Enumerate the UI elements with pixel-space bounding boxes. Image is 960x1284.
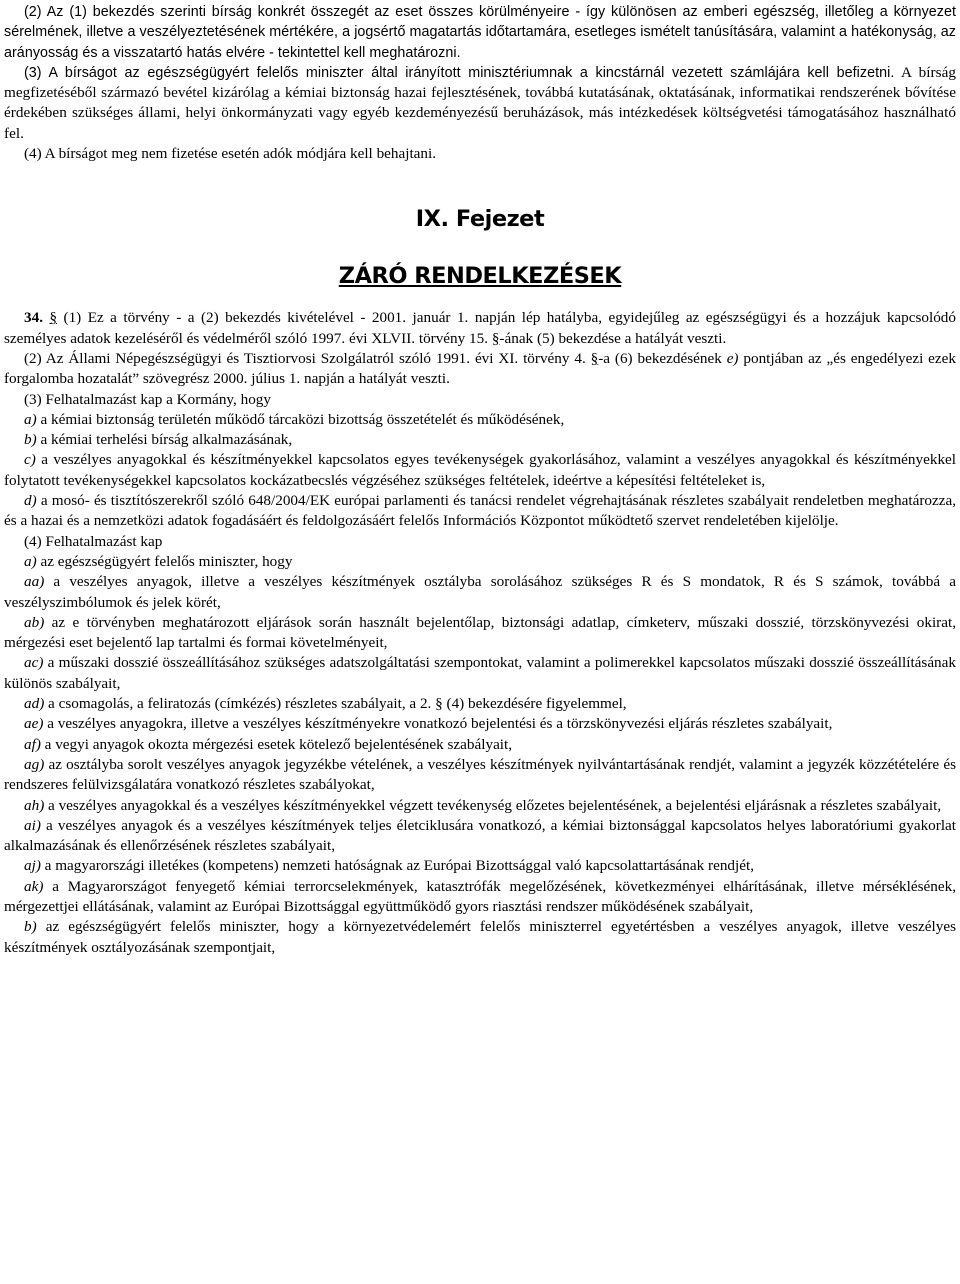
article-34-paragraph-1	[4, 308, 956, 349]
gov-item-a	[4, 410, 956, 430]
item-label: aj)	[24, 857, 41, 875]
item-text: a Magyarországot fenyegető kémiai terrorcselekmények, katasztrófák megelőzésének, következményei elhárításának, illetve mérséklésének, mérgezettjei ellátásának, valamint az Európai Bizottsággal együttműködő gyors riasztási rendszer működésének szabályait,	[4, 877, 956, 915]
item-text: a kémiai terhelési bírság alkalmazásának,	[36, 431, 293, 449]
item-text: a veszélyes anyagokkal és készítményekkel kapcsolatos egyes tevékenységek gyakorlásához, valamint a veszélyes anyagokkal és készítményekkel folytatott tevékenységekkel kapcsolatos kockázatbecslés végzéséhez szükséges feltételek, ideértve a képesítési feltételeket is,	[4, 451, 956, 489]
article-34-p2-mid: -a (6) bekezdésének	[598, 349, 727, 367]
paragraph-4: (4) A bírságot meg nem fizetése esetén adók módjára kell behajtani.	[24, 145, 437, 163]
item-label: ak)	[24, 877, 44, 895]
section-mark[interactable]: §	[590, 349, 599, 367]
min-item-ak	[4, 877, 956, 918]
item-text: az egészségügyért felelős miniszter, hogy	[36, 552, 293, 570]
item-label: ai)	[24, 816, 41, 834]
item-label: a)	[24, 552, 37, 570]
min-item-aa	[4, 572, 956, 613]
sub-item-b	[4, 917, 956, 958]
item-text: a mosó- és tisztítószerekről szóló 648/2004/EK európai parlamenti és tanácsi rendelet végrehajtásának részletes szabályait rendeletben meghatározza, és a hazai és a nemzetközi adatok fogadásáért és feldolgozásáért felelős Információs Központot működtető szervet rendeletében kijelölje.	[4, 492, 956, 530]
chapter-heading: IX. Fejezet	[415, 206, 545, 233]
min-item-af	[4, 735, 956, 755]
item-text: az e törvényben meghatározott eljárások során használt bejelentőlap, biztonsági adatlap, címketerv, műszaki dosszié, törzskönyvezési okirat, mérgezési eset bejelentő lap tartalmi és formai követelményeit,	[4, 613, 956, 652]
gov-item-b	[4, 430, 956, 450]
item-label: af)	[24, 735, 41, 753]
article-34-p2-text: (2) Az Állami Népegészségügyi és Tisztiorvosi Szolgálatról szóló 1991. évi XI. törvény 4.	[24, 349, 591, 367]
item-text: a veszélyes anyagokra, illetve a veszélyes készítményekre vonatkozó bejelentési és a törzskönyvezési eljárás részletes szabályait,	[43, 715, 833, 733]
item-text: a magyarországi illetékes (kompetens) nemzeti hatóságnak az Európai Bizottsággal való kapcsolattartásának rendjét,	[40, 857, 754, 875]
item-text: a veszélyes anyagok és a veszélyes készítmények teljes életciklusára vonatkozó, a kémiai biztonsággal kapcsolatos helyes laboratóriumi gyakorlat alkalmazásának és ellenőrzésének részletes szabályait,	[4, 816, 956, 855]
section-title: ZÁRÓ RENDELKEZÉSEK	[338, 263, 622, 290]
section-mark[interactable]: §	[491, 329, 500, 347]
document-page	[4, 2, 956, 958]
item-label: ab)	[24, 613, 45, 631]
item-text: a veszélyes anyagok, illetve a veszélyes készítmények osztályba sorolásához szükséges R és S mondatok, R és S számok, továbbá a veszélyszimbólumok és jelek körét,	[4, 573, 956, 611]
article-34-paragraph-4: (4) Felhatalmazást kap	[24, 532, 163, 550]
item-text: a műszaki dosszié összeállításához szükséges adatszolgáltatási szempontokat, valamint a polimerekkel kapcsolatos műszaki dosszié összeállításának különös szabályait,	[4, 654, 956, 692]
min-item-ab	[4, 613, 956, 654]
item-label: c)	[24, 451, 36, 469]
item-label: ah)	[24, 796, 45, 814]
min-item-ah	[4, 796, 956, 816]
paragraph-3-part1: (3) A bírságot az egészségügyért felelős miniszter által irányított minisztériumnak a kincstárnál vezetett számlájára kell befizetni.	[24, 64, 895, 81]
article-34-p1-text: (1) Ez a törvény - a (2) bekezdés kivételével - 2001. január 1. napján lép hatályba, egyidejűleg az egészségügyi és a hozzájuk kapcsolódó személyes adatok kezeléséről és védelméről szóló 1997. évi XLVII. törvény 15.	[4, 309, 956, 347]
item-text: a vegyi anyagok okozta mérgezési esetek kötelező bejelentésének szabályait,	[40, 735, 513, 753]
sub-item-a	[4, 552, 956, 572]
section-mark[interactable]: §	[49, 309, 58, 327]
item-label: a)	[24, 410, 37, 428]
item-text: a csomagolás, a feliratozás (címkézés) részletes szabályait, a 2. § (4) bekezdésére figyelemmel,	[44, 695, 627, 713]
item-text: a veszélyes anyagokkal és a veszélyes készítményekkel végzett tevékenység előzetes bejelentésének, a bejelentési eljárásnak a részletes szabályait,	[44, 796, 942, 814]
article-number: 34.	[24, 309, 43, 327]
min-item-ai	[4, 816, 956, 857]
item-label: ae)	[24, 715, 44, 733]
min-item-ac	[4, 653, 956, 694]
min-item-aj	[4, 856, 956, 876]
item-label: ag)	[24, 755, 45, 773]
item-label: ad)	[24, 695, 45, 713]
paragraph-2: (2) Az (1) bekezdés szerinti bírság konkrét összegét az eset összes körülményeire - így különösen az emberi egészség, illetőleg a környezet sérelmének, illetve a veszélyeztetésének mértékére, a jogsértő magatartás időtartamára, esetleges ismételt tanúsítására, valamint a hatékonyság, az arányosság és a visszatartó hatás elvére - tekintettel kell meghatározni.	[4, 4, 956, 61]
item-label: b)	[24, 431, 37, 449]
point-label: e)	[726, 349, 739, 367]
min-item-ag	[4, 755, 956, 796]
item-text: az osztályba sorolt veszélyes anyagok jegyzékbe vételének, a veszélyes készítmények nyilvántartásának rendjét, valamint a jegyzék közzétételére és rendszeres felülvizsgálatára vonatkozó részletes szabályokat,	[4, 755, 956, 794]
article-34-paragraph-2	[4, 349, 956, 390]
item-label: ac)	[24, 654, 44, 672]
article-34-p2-end: pontjában az „és engedélyezi ezek forgalomba hozatalát” szövegrész 2000. július 1. napján a hatályát veszti.	[4, 349, 956, 388]
paragraph-3	[4, 63, 956, 144]
item-label: d)	[24, 492, 37, 510]
article-34-p1-end: -ának (5) bekezdése a hatályát veszti.	[499, 329, 727, 347]
min-item-ae	[4, 714, 956, 734]
gov-item-c	[4, 450, 956, 491]
article-34-paragraph-3: (3) Felhatalmazást kap a Kormány, hogy	[24, 390, 271, 408]
min-item-ad	[4, 694, 956, 714]
paragraph-3-part2: A bírság megfizetéséből származó bevétel kizárólag a kémiai biztonság hazai fejlesztésének, továbbá kutatásának, oktatásának, informatikai rendszerének bővítése érdekében szükséges állami, helyi önkormányzati vagy egyéb kezdeményezésű beruházások, más intézkedések költségvetési támogatásához használható fel.	[4, 63, 957, 142]
item-label: b)	[24, 918, 37, 936]
gov-item-d	[4, 491, 956, 532]
item-text: a kémiai biztonság területén működő tárcaközi bizottság összetételét és működésének,	[36, 410, 565, 428]
item-label: aa)	[24, 573, 45, 591]
item-text: az egészségügyért felelős miniszter, hogy a környezetvédelemért felelős miniszterrel egyetértésben a veszélyes anyagok, illetve veszélyes készítmények osztályozásának szempontjait,	[4, 918, 956, 956]
